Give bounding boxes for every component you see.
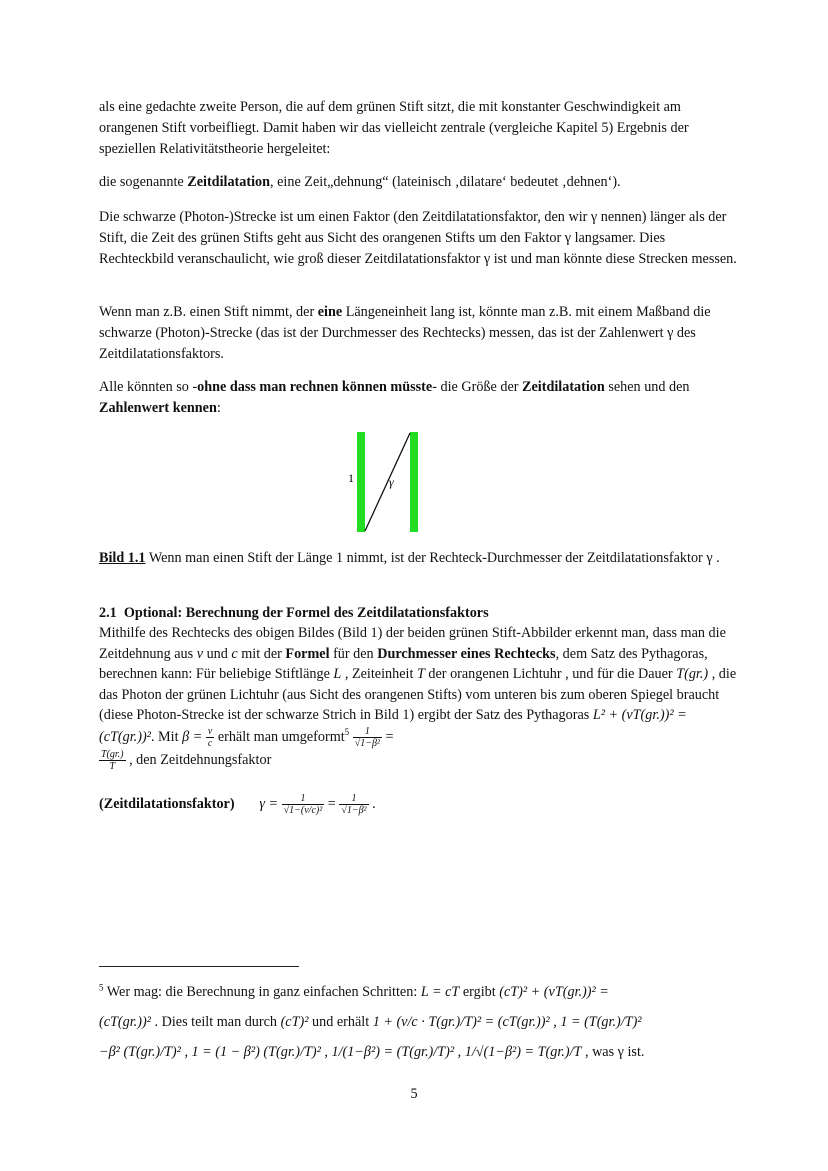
time-ratio-fraction: $\frac{T(gr.)}{T}$ bbox=[101, 748, 124, 772]
formula-fraction-2: $\frac{1}{\text{√1−β²}}$ bbox=[341, 793, 367, 816]
term-zeitdilatation: Zeitdilatation bbox=[187, 174, 271, 190]
rectangle-figure bbox=[340, 430, 430, 534]
paragraph-5: Alle könnten so -ohne dass man rechnen können müsste- die Größe der Zeitdilatation sehen und den Zahlenwert kennen: bbox=[99, 379, 690, 416]
section-body: Mithilfe des Rechtecks des obigen Bildes (Bild 1) der beiden grünen Stift-Abbilder erkennt man, dass man die Zeitdehnung aus v und c mit der Formel für den Durchmesser eines Rechtecks, dem Satz des Pythagoras, berechnen kann: Für beliebige Stiftlänge L , Zeiteinheit T der orangenen Lichtuhr , und für die Dauer T(gr.) , die das Photon der grünen Lichtuhr (aus Sicht des orangenen Stifts) vom unteren bis zum oberen Spiegel braucht (diese Photon-Strecke ist der schwarze Strich in Bild 1) ergibt der Satz des Pythagoras L² + (vT(gr.))² = (cT(gr.))². Mit β = $\frac{v}{c}$ erhält man umgeformt$^5$ $\frac{1}{\text{√1−β²}}$ = $\frac{T(gr.)}{T}$ , den Zeitdehnungsfaktor bbox=[99, 625, 737, 772]
label-side: 1 bbox=[348, 471, 354, 485]
paragraph-1: als eine gedachte zweite Person, die auf dem grünen Stift sitzt, die mit konstanter Geschwindigkeit am orangenen Stift vorbeifliegt. Damit haben wir das vielleicht zentrale (vergleiche Kapitel 5) Ergebnis der speziellen Relativitätstheorie hergeleitet: bbox=[99, 99, 689, 157]
section-heading: 2.1 Optional: Berechnung der Formel des Zeitdilatationsfaktors bbox=[99, 605, 489, 621]
beta-fraction: $\frac{v}{c}$ bbox=[207, 725, 213, 749]
formula-line: (Zeitdilatationsfaktor) γ = $\frac{1}{\text{√1−(v/c)²}}$ = $\frac{1}{\text{√1−β²}}$ . bbox=[99, 793, 376, 816]
photon-diagonal bbox=[365, 433, 410, 531]
caption-label: Bild 1.1 bbox=[99, 550, 146, 566]
paragraph-4: Wenn man z.B. einen Stift nimmt, der eine Längeneinheit lang ist, könnte man z.B. mit einem Maßband die schwarze (Photon)-Strecke (das ist der Durchmesser des Rechtecks) messen, das ist der Zahlenwert γ des Zeitdilatationsfaktors. bbox=[99, 304, 711, 362]
green-pen-right bbox=[410, 432, 418, 532]
formula-fraction-1: $\frac{1}{\text{√1−(v/c)²}}$ bbox=[283, 793, 323, 816]
footnote-ref: 5 bbox=[344, 727, 350, 737]
pythagoras-equation: L² + (vT(gr.))² = (cT(gr.))² bbox=[99, 707, 687, 745]
footnote: $^5$ Wer mag: die Berechnung in ganz einfachen Schritten: L = cT ergibt (cT)² + (vT(gr.))² = (cT(gr.))² . Dies teilt man durch (cT)² und erhält 1 + (v/c · T(gr.)/T)² = (cT(gr.))² , 1 = (T(gr.)/T)² −β² (T(gr.)/T)² , 1 = (1 − β²) (T(gr.)/T)² , 1/(1−β²) = (T(gr.)/T)² , 1/√(1−β²) = T(gr.)/T , was γ ist. bbox=[99, 982, 645, 1060]
label-diagonal: γ bbox=[389, 475, 394, 489]
paragraph-3: Die schwarze (Photon-)Strecke ist um einen Faktor (den Zeitdilatationsfaktor, den wir γ nennen) länger als der Stift, die Zeit des grünen Stifts geht aus Sicht des orangenen Stifts um den Faktor γ langsamer. Dies Rechteckbild veranschaulicht, wie groß dieser Zeitdilatationsfaktor γ ist und man könnte diese Strecken messen. bbox=[99, 209, 737, 267]
green-pen-left bbox=[357, 432, 365, 532]
gamma-fraction-1: $\frac{1}{\text{√1−β²}}$ bbox=[354, 725, 380, 749]
footnote-rule bbox=[99, 966, 299, 967]
page-number: 5 bbox=[410, 1086, 418, 1102]
paragraph-2: die sogenannte Zeitdilatation, eine Zeit„dehnung“ (lateinisch ‚dilatare‘ bedeutet ‚dehnen‘). bbox=[99, 174, 621, 190]
figure-caption: Bild 1.1 Wenn man einen Stift der Länge 1 nimmt, ist der Rechteck-Durchmesser der Zeitdilatationsfaktor γ . bbox=[99, 550, 720, 566]
